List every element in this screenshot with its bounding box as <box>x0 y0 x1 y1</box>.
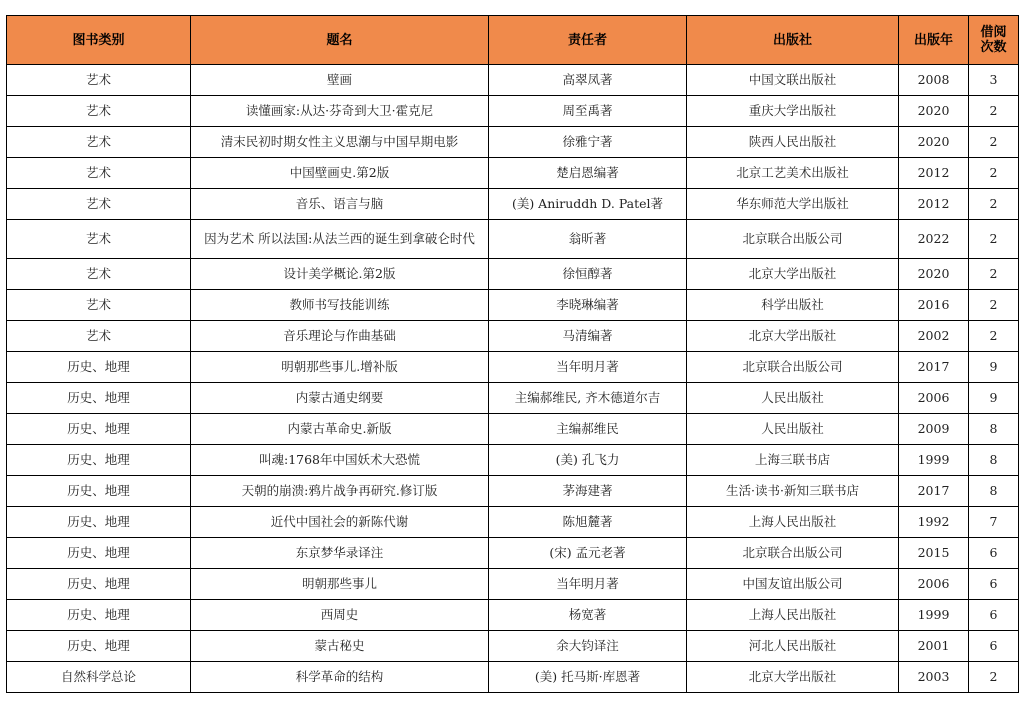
cell-category: 艺术 <box>7 290 191 321</box>
cell-borrow-count: 8 <box>969 476 1019 507</box>
cell-borrow-count: 3 <box>969 65 1019 96</box>
cell-publisher: 中国友谊出版公司 <box>687 569 899 600</box>
cell-author: 当年明月著 <box>489 352 687 383</box>
cell-borrow-count: 8 <box>969 414 1019 445</box>
cell-publisher: 重庆大学出版社 <box>687 96 899 127</box>
cell-title: 清末民初时期女性主义思潮与中国早期电影 <box>191 127 489 158</box>
cell-publisher: 北京工艺美术出版社 <box>687 158 899 189</box>
header-year: 出版年 <box>899 16 969 65</box>
cell-year: 2016 <box>899 290 969 321</box>
cell-author: 茅海建著 <box>489 476 687 507</box>
cell-category: 历史、地理 <box>7 476 191 507</box>
table-row <box>7 290 1019 321</box>
cell-author: 周至禹著 <box>489 96 687 127</box>
cell-year: 2015 <box>899 538 969 569</box>
table-row <box>7 476 1019 507</box>
header-borrow-count: 借阅 次数 <box>969 16 1019 65</box>
cell-title: 教师书写技能训练 <box>191 290 489 321</box>
cell-author: 楚启恩编著 <box>489 158 687 189</box>
cell-author: (美) 孔飞力 <box>489 445 687 476</box>
cell-publisher: 生活·读书·新知三联书店 <box>687 476 899 507</box>
cell-year: 1999 <box>899 600 969 631</box>
cell-borrow-count: 2 <box>969 220 1019 259</box>
cell-category: 历史、地理 <box>7 600 191 631</box>
cell-author: 马清编著 <box>489 321 687 352</box>
cell-borrow-count: 6 <box>969 538 1019 569</box>
cell-borrow-count: 2 <box>969 321 1019 352</box>
cell-year: 2020 <box>899 127 969 158</box>
cell-publisher: 北京大学出版社 <box>687 259 899 290</box>
cell-publisher: 上海三联书店 <box>687 445 899 476</box>
cell-title: 内蒙古革命史.新版 <box>191 414 489 445</box>
cell-year: 2006 <box>899 383 969 414</box>
cell-author: 主编郝维民 <box>489 414 687 445</box>
cell-publisher: 上海人民出版社 <box>687 507 899 538</box>
cell-year: 1999 <box>899 445 969 476</box>
cell-publisher: 北京联合出版公司 <box>687 538 899 569</box>
cell-author: 主编郝维民, 齐木德道尔吉 <box>489 383 687 414</box>
table-row <box>7 259 1019 290</box>
cell-category: 艺术 <box>7 65 191 96</box>
cell-borrow-count: 2 <box>969 290 1019 321</box>
cell-title: 音乐理论与作曲基础 <box>191 321 489 352</box>
cell-category: 艺术 <box>7 158 191 189</box>
cell-publisher: 科学出版社 <box>687 290 899 321</box>
cell-year: 2001 <box>899 631 969 662</box>
table-row <box>7 507 1019 538</box>
cell-borrow-count: 2 <box>969 96 1019 127</box>
cell-publisher: 河北人民出版社 <box>687 631 899 662</box>
cell-author: 杨宽著 <box>489 600 687 631</box>
cell-publisher: 华东师范大学出版社 <box>687 189 899 220</box>
cell-category: 历史、地理 <box>7 352 191 383</box>
cell-author: (美) Aniruddh D. Patel著 <box>489 189 687 220</box>
cell-borrow-count: 7 <box>969 507 1019 538</box>
cell-year: 2009 <box>899 414 969 445</box>
cell-year: 2002 <box>899 321 969 352</box>
cell-publisher: 上海人民出版社 <box>687 600 899 631</box>
cell-borrow-count: 6 <box>969 600 1019 631</box>
cell-title: 叫魂:1768年中国妖术大恐慌 <box>191 445 489 476</box>
cell-author: 当年明月著 <box>489 569 687 600</box>
table-row <box>7 569 1019 600</box>
cell-category: 自然科学总论 <box>7 662 191 693</box>
cell-borrow-count: 6 <box>969 569 1019 600</box>
cell-author: (美) 托马斯·库恩著 <box>489 662 687 693</box>
cell-author: 徐恒醇著 <box>489 259 687 290</box>
cell-title: 西周史 <box>191 600 489 631</box>
table-row <box>7 538 1019 569</box>
cell-title: 近代中国社会的新陈代谢 <box>191 507 489 538</box>
cell-year: 2020 <box>899 96 969 127</box>
cell-title: 设计美学概论.第2版 <box>191 259 489 290</box>
table-body <box>7 65 1019 693</box>
cell-category: 艺术 <box>7 96 191 127</box>
cell-borrow-count: 2 <box>969 259 1019 290</box>
cell-publisher: 北京联合出版公司 <box>687 352 899 383</box>
cell-category: 艺术 <box>7 127 191 158</box>
cell-year: 2022 <box>899 220 969 259</box>
cell-category: 艺术 <box>7 189 191 220</box>
book-borrowing-table <box>6 15 1019 693</box>
cell-category: 历史、地理 <box>7 414 191 445</box>
cell-title: 天朝的崩溃:鸦片战争再研究.修订版 <box>191 476 489 507</box>
cell-borrow-count: 2 <box>969 189 1019 220</box>
table-row <box>7 65 1019 96</box>
cell-year: 2020 <box>899 259 969 290</box>
cell-author: 陈旭麓著 <box>489 507 687 538</box>
table-row <box>7 127 1019 158</box>
cell-author: 李晓琳编著 <box>489 290 687 321</box>
cell-title: 明朝那些事儿.增补版 <box>191 352 489 383</box>
table-row <box>7 220 1019 259</box>
cell-borrow-count: 8 <box>969 445 1019 476</box>
cell-category: 历史、地理 <box>7 383 191 414</box>
cell-publisher: 中国文联出版社 <box>687 65 899 96</box>
cell-year: 2006 <box>899 569 969 600</box>
cell-year: 2017 <box>899 476 969 507</box>
cell-title: 中国壁画史.第2版 <box>191 158 489 189</box>
table-row <box>7 321 1019 352</box>
cell-publisher: 北京大学出版社 <box>687 321 899 352</box>
cell-category: 历史、地理 <box>7 445 191 476</box>
cell-author: (宋) 孟元老著 <box>489 538 687 569</box>
cell-year: 2017 <box>899 352 969 383</box>
cell-year: 2012 <box>899 189 969 220</box>
cell-publisher: 北京联合出版公司 <box>687 220 899 259</box>
cell-title: 壁画 <box>191 65 489 96</box>
cell-category: 艺术 <box>7 259 191 290</box>
cell-year: 2008 <box>899 65 969 96</box>
header-author: 责任者 <box>489 16 687 65</box>
cell-title: 因为艺术 所以法国:从法兰西的诞生到拿破仑时代 <box>191 220 489 259</box>
cell-publisher: 陕西人民出版社 <box>687 127 899 158</box>
cell-year: 1992 <box>899 507 969 538</box>
table-row <box>7 600 1019 631</box>
cell-title: 东京梦华录译注 <box>191 538 489 569</box>
header-title: 题名 <box>191 16 489 65</box>
cell-author: 翁昕著 <box>489 220 687 259</box>
cell-category: 历史、地理 <box>7 569 191 600</box>
table-row <box>7 662 1019 693</box>
cell-category: 艺术 <box>7 321 191 352</box>
cell-year: 2012 <box>899 158 969 189</box>
cell-borrow-count: 6 <box>969 631 1019 662</box>
cell-borrow-count: 9 <box>969 352 1019 383</box>
cell-year: 2003 <box>899 662 969 693</box>
header-row <box>7 16 1019 65</box>
table-row <box>7 352 1019 383</box>
cell-borrow-count: 2 <box>969 127 1019 158</box>
table-row <box>7 96 1019 127</box>
cell-author: 徐雅宁著 <box>489 127 687 158</box>
header-category: 图书类别 <box>7 16 191 65</box>
table-row <box>7 414 1019 445</box>
cell-title: 蒙古秘史 <box>191 631 489 662</box>
cell-category: 艺术 <box>7 220 191 259</box>
table-row <box>7 158 1019 189</box>
table-row <box>7 383 1019 414</box>
cell-title: 内蒙古通史纲要 <box>191 383 489 414</box>
cell-author: 高翠凤著 <box>489 65 687 96</box>
cell-borrow-count: 9 <box>969 383 1019 414</box>
cell-borrow-count: 2 <box>969 158 1019 189</box>
cell-author: 余大钧译注 <box>489 631 687 662</box>
cell-title: 音乐、语言与脑 <box>191 189 489 220</box>
cell-publisher: 人民出版社 <box>687 414 899 445</box>
cell-title: 读懂画家:从达·芬奇到大卫·霍克尼 <box>191 96 489 127</box>
cell-title: 科学革命的结构 <box>191 662 489 693</box>
cell-category: 历史、地理 <box>7 507 191 538</box>
cell-publisher: 人民出版社 <box>687 383 899 414</box>
cell-category: 历史、地理 <box>7 631 191 662</box>
cell-borrow-count: 2 <box>969 662 1019 693</box>
header-publisher: 出版社 <box>687 16 899 65</box>
table-row <box>7 631 1019 662</box>
table-row <box>7 445 1019 476</box>
cell-title: 明朝那些事儿 <box>191 569 489 600</box>
cell-category: 历史、地理 <box>7 538 191 569</box>
table-row <box>7 189 1019 220</box>
cell-publisher: 北京大学出版社 <box>687 662 899 693</box>
